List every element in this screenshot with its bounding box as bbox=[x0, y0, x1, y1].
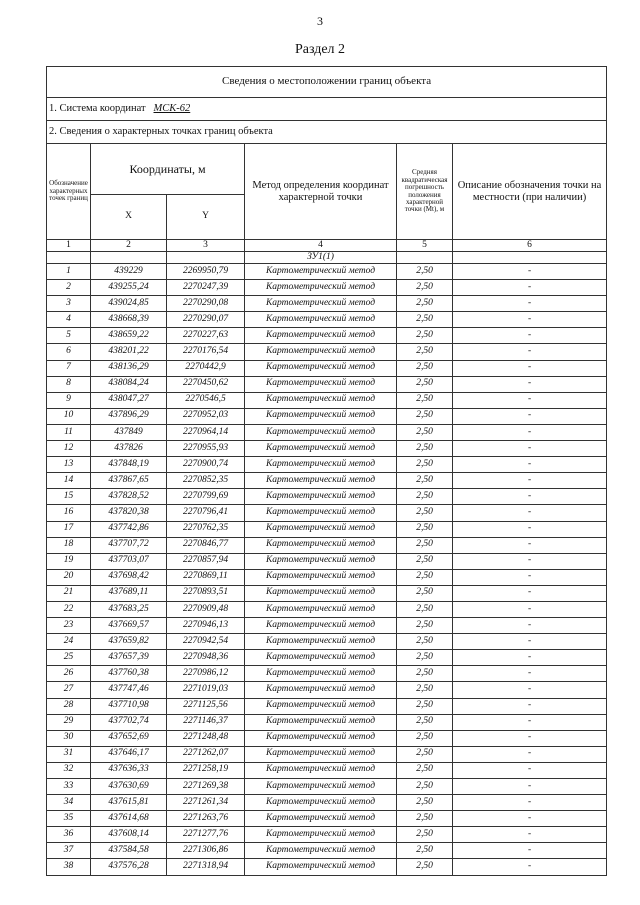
x-coordinate-cell: 437703,07 bbox=[91, 553, 167, 569]
description-cell: - bbox=[453, 634, 607, 650]
x-coordinate-cell: 437698,42 bbox=[91, 569, 167, 585]
accuracy-cell: 2,50 bbox=[397, 795, 453, 811]
description-cell: - bbox=[453, 457, 607, 473]
description-cell: - bbox=[453, 264, 607, 280]
table-row bbox=[47, 328, 607, 344]
point-number-cell: 5 bbox=[47, 328, 91, 344]
accuracy-cell: 2,50 bbox=[397, 328, 453, 344]
description-cell: - bbox=[453, 618, 607, 634]
description-cell: - bbox=[453, 505, 607, 521]
x-coordinate-cell: 437576,28 bbox=[91, 859, 167, 875]
table-row bbox=[47, 585, 607, 601]
table-title: Сведения о местоположении границ объекта bbox=[47, 67, 607, 98]
description-cell: - bbox=[453, 666, 607, 682]
y-coordinate-cell: 2270546,5 bbox=[167, 392, 245, 408]
point-number-cell: 10 bbox=[47, 408, 91, 424]
method-cell: Картометрический метод bbox=[245, 280, 397, 296]
x-coordinate-cell: 437689,11 bbox=[91, 585, 167, 601]
accuracy-cell: 2,50 bbox=[397, 360, 453, 376]
point-number-cell: 3 bbox=[47, 296, 91, 312]
boundary-points-table bbox=[46, 66, 607, 876]
method-cell: Картометрический метод bbox=[245, 457, 397, 473]
column-number-cell: 4 bbox=[245, 240, 397, 252]
accuracy-cell: 2,50 bbox=[397, 457, 453, 473]
point-number-cell: 27 bbox=[47, 682, 91, 698]
zone-empty-cell bbox=[91, 252, 167, 264]
x-coordinate-cell: 437652,69 bbox=[91, 730, 167, 746]
method-cell: Картометрический метод bbox=[245, 618, 397, 634]
accuracy-cell: 2,50 bbox=[397, 553, 453, 569]
table-row bbox=[47, 843, 607, 859]
x-coordinate-cell: 437615,81 bbox=[91, 795, 167, 811]
table-row bbox=[47, 762, 607, 778]
method-cell: Картометрический метод bbox=[245, 762, 397, 778]
method-cell: Картометрический метод bbox=[245, 424, 397, 440]
accuracy-cell: 2,50 bbox=[397, 618, 453, 634]
x-coordinate-cell: 437646,17 bbox=[91, 746, 167, 762]
y-coordinate-cell: 2270227,63 bbox=[167, 328, 245, 344]
header-y: Y bbox=[167, 195, 245, 240]
x-coordinate-cell: 438659,22 bbox=[91, 328, 167, 344]
method-cell: Картометрический метод bbox=[245, 312, 397, 328]
point-number-cell: 7 bbox=[47, 360, 91, 376]
table-row bbox=[47, 521, 607, 537]
point-number-cell: 2 bbox=[47, 280, 91, 296]
accuracy-cell: 2,50 bbox=[397, 585, 453, 601]
y-coordinate-cell: 2271277,76 bbox=[167, 827, 245, 843]
x-coordinate-cell: 437608,14 bbox=[91, 827, 167, 843]
y-coordinate-cell: 2270852,35 bbox=[167, 473, 245, 489]
y-coordinate-cell: 2271263,76 bbox=[167, 811, 245, 827]
point-number-cell: 4 bbox=[47, 312, 91, 328]
method-cell: Картометрический метод bbox=[245, 376, 397, 392]
y-coordinate-cell: 2270450,62 bbox=[167, 376, 245, 392]
accuracy-cell: 2,50 bbox=[397, 505, 453, 521]
accuracy-cell: 2,50 bbox=[397, 666, 453, 682]
method-cell: Картометрический метод bbox=[245, 264, 397, 280]
table-row bbox=[47, 811, 607, 827]
method-cell: Картометрический метод bbox=[245, 843, 397, 859]
description-cell: - bbox=[453, 859, 607, 875]
header-point-designation: Обозначение характерных точек границ bbox=[47, 144, 91, 240]
x-coordinate-cell: 437657,39 bbox=[91, 650, 167, 666]
method-cell: Картометрический метод bbox=[245, 811, 397, 827]
point-number-cell: 37 bbox=[47, 843, 91, 859]
table-row bbox=[47, 408, 607, 424]
y-coordinate-cell: 2270442,9 bbox=[167, 360, 245, 376]
y-coordinate-cell: 2270948,36 bbox=[167, 650, 245, 666]
point-number-cell: 18 bbox=[47, 537, 91, 553]
description-cell: - bbox=[453, 585, 607, 601]
accuracy-cell: 2,50 bbox=[397, 537, 453, 553]
description-cell: - bbox=[453, 714, 607, 730]
description-cell: - bbox=[453, 473, 607, 489]
description-cell: - bbox=[453, 827, 607, 843]
table-row bbox=[47, 553, 607, 569]
point-number-cell: 13 bbox=[47, 457, 91, 473]
y-coordinate-cell: 2270893,51 bbox=[167, 585, 245, 601]
point-number-cell: 21 bbox=[47, 585, 91, 601]
accuracy-cell: 2,50 bbox=[397, 698, 453, 714]
method-cell: Картометрический метод bbox=[245, 569, 397, 585]
table-row bbox=[47, 779, 607, 795]
coord-system-row bbox=[47, 98, 607, 121]
table-row bbox=[47, 424, 607, 440]
method-cell: Картометрический метод bbox=[245, 521, 397, 537]
y-coordinate-cell: 2270909,48 bbox=[167, 601, 245, 617]
x-coordinate-cell: 439024,85 bbox=[91, 296, 167, 312]
accuracy-cell: 2,50 bbox=[397, 473, 453, 489]
x-coordinate-cell: 439229 bbox=[91, 264, 167, 280]
table-row bbox=[47, 441, 607, 457]
description-cell: - bbox=[453, 601, 607, 617]
y-coordinate-cell: 2269950,79 bbox=[167, 264, 245, 280]
y-coordinate-cell: 2270176,54 bbox=[167, 344, 245, 360]
y-coordinate-cell: 2270986,12 bbox=[167, 666, 245, 682]
description-cell: - bbox=[453, 779, 607, 795]
point-number-cell: 14 bbox=[47, 473, 91, 489]
y-coordinate-cell: 2270955,93 bbox=[167, 441, 245, 457]
point-number-cell: 38 bbox=[47, 859, 91, 875]
header-coordinates: Координаты, м bbox=[91, 144, 245, 195]
accuracy-cell: 2,50 bbox=[397, 569, 453, 585]
column-number-cell: 3 bbox=[167, 240, 245, 252]
description-cell: - bbox=[453, 569, 607, 585]
table-row bbox=[47, 634, 607, 650]
method-cell: Картометрический метод bbox=[245, 601, 397, 617]
header-method: Метод определения координат характерной точки bbox=[245, 144, 397, 240]
description-cell: - bbox=[453, 730, 607, 746]
table-row bbox=[47, 489, 607, 505]
y-coordinate-cell: 2271269,38 bbox=[167, 779, 245, 795]
y-coordinate-cell: 2271318,94 bbox=[167, 859, 245, 875]
method-cell: Картометрический метод bbox=[245, 344, 397, 360]
point-number-cell: 19 bbox=[47, 553, 91, 569]
x-coordinate-cell: 437826 bbox=[91, 441, 167, 457]
method-cell: Картометрический метод bbox=[245, 714, 397, 730]
accuracy-cell: 2,50 bbox=[397, 424, 453, 440]
description-cell: - bbox=[453, 312, 607, 328]
x-coordinate-cell: 437848,19 bbox=[91, 457, 167, 473]
description-cell: - bbox=[453, 280, 607, 296]
method-cell: Картометрический метод bbox=[245, 408, 397, 424]
accuracy-cell: 2,50 bbox=[397, 714, 453, 730]
section-title: Раздел 2 bbox=[294, 42, 346, 57]
page-number: 3 bbox=[317, 14, 323, 28]
column-number-cell: 2 bbox=[91, 240, 167, 252]
description-cell: - bbox=[453, 441, 607, 457]
point-number-cell: 20 bbox=[47, 569, 91, 585]
accuracy-cell: 2,50 bbox=[397, 762, 453, 778]
table-row bbox=[47, 601, 607, 617]
table-row bbox=[47, 698, 607, 714]
point-number-cell: 25 bbox=[47, 650, 91, 666]
header-x: X bbox=[91, 195, 167, 240]
zone-empty-cell bbox=[167, 252, 245, 264]
description-cell: - bbox=[453, 424, 607, 440]
accuracy-cell: 2,50 bbox=[397, 843, 453, 859]
x-coordinate-cell: 437683,25 bbox=[91, 601, 167, 617]
method-cell: Картометрический метод bbox=[245, 746, 397, 762]
zone-empty-cell bbox=[397, 252, 453, 264]
coord-system-value: МСК-62 bbox=[153, 103, 191, 115]
table-row bbox=[47, 650, 607, 666]
point-number-cell: 29 bbox=[47, 714, 91, 730]
point-number-cell: 16 bbox=[47, 505, 91, 521]
table-row bbox=[47, 312, 607, 328]
y-coordinate-cell: 2271261,34 bbox=[167, 795, 245, 811]
description-cell: - bbox=[453, 537, 607, 553]
accuracy-cell: 2,50 bbox=[397, 811, 453, 827]
x-coordinate-cell: 438084,24 bbox=[91, 376, 167, 392]
y-coordinate-cell: 2270799,69 bbox=[167, 489, 245, 505]
x-coordinate-cell: 438201,22 bbox=[91, 344, 167, 360]
zone-label: ЗУ1(1) bbox=[245, 252, 397, 264]
description-cell: - bbox=[453, 682, 607, 698]
accuracy-cell: 2,50 bbox=[397, 601, 453, 617]
method-cell: Картометрический метод bbox=[245, 650, 397, 666]
x-coordinate-cell: 437659,82 bbox=[91, 634, 167, 650]
point-number-cell: 31 bbox=[47, 746, 91, 762]
table-row bbox=[47, 746, 607, 762]
table-row bbox=[47, 714, 607, 730]
accuracy-cell: 2,50 bbox=[397, 392, 453, 408]
accuracy-cell: 2,50 bbox=[397, 779, 453, 795]
description-cell: - bbox=[453, 296, 607, 312]
x-coordinate-cell: 438136,29 bbox=[91, 360, 167, 376]
point-number-cell: 9 bbox=[47, 392, 91, 408]
y-coordinate-cell: 2270952,03 bbox=[167, 408, 245, 424]
table-row bbox=[47, 360, 607, 376]
point-number-cell: 23 bbox=[47, 618, 91, 634]
accuracy-cell: 2,50 bbox=[397, 296, 453, 312]
table-row bbox=[47, 795, 607, 811]
table-row bbox=[47, 666, 607, 682]
accuracy-cell: 2,50 bbox=[397, 682, 453, 698]
coord-system-label: 1. Система координат bbox=[49, 103, 146, 115]
table-row bbox=[47, 344, 607, 360]
method-cell: Картометрический метод bbox=[245, 392, 397, 408]
point-number-cell: 15 bbox=[47, 489, 91, 505]
point-number-cell: 34 bbox=[47, 795, 91, 811]
description-cell: - bbox=[453, 344, 607, 360]
x-coordinate-cell: 437820,38 bbox=[91, 505, 167, 521]
y-coordinate-cell: 2271258,19 bbox=[167, 762, 245, 778]
x-coordinate-cell: 437669,57 bbox=[91, 618, 167, 634]
y-coordinate-cell: 2270290,07 bbox=[167, 312, 245, 328]
accuracy-cell: 2,50 bbox=[397, 264, 453, 280]
accuracy-cell: 2,50 bbox=[397, 859, 453, 875]
table-row bbox=[47, 457, 607, 473]
method-cell: Картометрический метод bbox=[245, 730, 397, 746]
table-row bbox=[47, 730, 607, 746]
y-coordinate-cell: 2270247,39 bbox=[167, 280, 245, 296]
point-number-cell: 30 bbox=[47, 730, 91, 746]
x-coordinate-cell: 437849 bbox=[91, 424, 167, 440]
description-cell: - bbox=[453, 360, 607, 376]
y-coordinate-cell: 2270762,35 bbox=[167, 521, 245, 537]
y-coordinate-cell: 2270846,77 bbox=[167, 537, 245, 553]
x-coordinate-cell: 437630,69 bbox=[91, 779, 167, 795]
x-coordinate-cell: 438047,27 bbox=[91, 392, 167, 408]
y-coordinate-cell: 2270290,08 bbox=[167, 296, 245, 312]
method-cell: Картометрический метод bbox=[245, 859, 397, 875]
table-row bbox=[47, 859, 607, 875]
accuracy-cell: 2,50 bbox=[397, 650, 453, 666]
accuracy-cell: 2,50 bbox=[397, 441, 453, 457]
description-cell: - bbox=[453, 489, 607, 505]
table-row bbox=[47, 376, 607, 392]
description-cell: - bbox=[453, 698, 607, 714]
method-cell: Картометрический метод bbox=[245, 441, 397, 457]
x-coordinate-cell: 437614,68 bbox=[91, 811, 167, 827]
y-coordinate-cell: 2270857,94 bbox=[167, 553, 245, 569]
zone-empty-cell bbox=[47, 252, 91, 264]
method-cell: Картометрический метод bbox=[245, 537, 397, 553]
table-row bbox=[47, 264, 607, 280]
y-coordinate-cell: 2271125,56 bbox=[167, 698, 245, 714]
method-cell: Картометрический метод bbox=[245, 634, 397, 650]
zone-empty-cell bbox=[453, 252, 607, 264]
table-row bbox=[47, 569, 607, 585]
accuracy-cell: 2,50 bbox=[397, 408, 453, 424]
point-number-cell: 36 bbox=[47, 827, 91, 843]
description-cell: - bbox=[453, 843, 607, 859]
point-number-cell: 1 bbox=[47, 264, 91, 280]
method-cell: Картометрический метод bbox=[245, 296, 397, 312]
accuracy-cell: 2,50 bbox=[397, 634, 453, 650]
y-coordinate-cell: 2270964,14 bbox=[167, 424, 245, 440]
x-coordinate-cell: 437760,38 bbox=[91, 666, 167, 682]
column-number-cell: 1 bbox=[47, 240, 91, 252]
method-cell: Картометрический метод bbox=[245, 473, 397, 489]
description-cell: - bbox=[453, 553, 607, 569]
method-cell: Картометрический метод bbox=[245, 795, 397, 811]
x-coordinate-cell: 437707,72 bbox=[91, 537, 167, 553]
x-coordinate-cell: 437828,52 bbox=[91, 489, 167, 505]
accuracy-cell: 2,50 bbox=[397, 521, 453, 537]
description-cell: - bbox=[453, 811, 607, 827]
accuracy-cell: 2,50 bbox=[397, 280, 453, 296]
x-coordinate-cell: 437742,86 bbox=[91, 521, 167, 537]
table-row bbox=[47, 473, 607, 489]
method-cell: Картометрический метод bbox=[245, 827, 397, 843]
method-cell: Картометрический метод bbox=[245, 360, 397, 376]
description-cell: - bbox=[453, 408, 607, 424]
table-row bbox=[47, 827, 607, 843]
method-cell: Картометрический метод bbox=[245, 585, 397, 601]
column-numbers-row bbox=[47, 240, 607, 252]
x-coordinate-cell: 437867,65 bbox=[91, 473, 167, 489]
y-coordinate-cell: 2270946,13 bbox=[167, 618, 245, 634]
x-coordinate-cell: 437636,33 bbox=[91, 762, 167, 778]
accuracy-cell: 2,50 bbox=[397, 730, 453, 746]
accuracy-cell: 2,50 bbox=[397, 376, 453, 392]
point-number-cell: 28 bbox=[47, 698, 91, 714]
description-cell: - bbox=[453, 795, 607, 811]
point-number-cell: 17 bbox=[47, 521, 91, 537]
y-coordinate-cell: 2271019,03 bbox=[167, 682, 245, 698]
y-coordinate-cell: 2270869,11 bbox=[167, 569, 245, 585]
x-coordinate-cell: 437584,58 bbox=[91, 843, 167, 859]
point-number-cell: 26 bbox=[47, 666, 91, 682]
x-coordinate-cell: 438668,39 bbox=[91, 312, 167, 328]
point-number-cell: 33 bbox=[47, 779, 91, 795]
points-section-label: 2. Сведения о характерных точках границ объекта bbox=[47, 121, 607, 144]
x-coordinate-cell: 437702,74 bbox=[91, 714, 167, 730]
boundary-table-container bbox=[46, 66, 606, 876]
description-cell: - bbox=[453, 392, 607, 408]
point-number-cell: 35 bbox=[47, 811, 91, 827]
point-number-cell: 12 bbox=[47, 441, 91, 457]
y-coordinate-cell: 2271306,86 bbox=[167, 843, 245, 859]
y-coordinate-cell: 2270900,74 bbox=[167, 457, 245, 473]
accuracy-cell: 2,50 bbox=[397, 312, 453, 328]
method-cell: Картометрический метод bbox=[245, 698, 397, 714]
table-row bbox=[47, 296, 607, 312]
accuracy-cell: 2,50 bbox=[397, 827, 453, 843]
description-cell: - bbox=[453, 650, 607, 666]
method-cell: Картометрический метод bbox=[245, 779, 397, 795]
method-cell: Картометрический метод bbox=[245, 553, 397, 569]
method-cell: Картометрический метод bbox=[245, 682, 397, 698]
x-coordinate-cell: 437710,98 bbox=[91, 698, 167, 714]
point-number-cell: 6 bbox=[47, 344, 91, 360]
description-cell: - bbox=[453, 521, 607, 537]
y-coordinate-cell: 2271146,37 bbox=[167, 714, 245, 730]
x-coordinate-cell: 439255,24 bbox=[91, 280, 167, 296]
point-number-cell: 8 bbox=[47, 376, 91, 392]
table-row bbox=[47, 537, 607, 553]
method-cell: Картометрический метод bbox=[245, 489, 397, 505]
table-row bbox=[47, 505, 607, 521]
x-coordinate-cell: 437896,29 bbox=[91, 408, 167, 424]
table-row bbox=[47, 392, 607, 408]
table-body bbox=[47, 264, 607, 876]
y-coordinate-cell: 2271262,07 bbox=[167, 746, 245, 762]
accuracy-cell: 2,50 bbox=[397, 489, 453, 505]
column-number-cell: 5 bbox=[397, 240, 453, 252]
table-row bbox=[47, 280, 607, 296]
accuracy-cell: 2,50 bbox=[397, 344, 453, 360]
point-number-cell: 22 bbox=[47, 601, 91, 617]
method-cell: Картометрический метод bbox=[245, 505, 397, 521]
header-accuracy: Средняя квадратическая погрешность положения характерной точки (Mt), м bbox=[397, 144, 453, 240]
table-row bbox=[47, 618, 607, 634]
point-number-cell: 24 bbox=[47, 634, 91, 650]
y-coordinate-cell: 2270942,54 bbox=[167, 634, 245, 650]
y-coordinate-cell: 2271248,48 bbox=[167, 730, 245, 746]
table-row bbox=[47, 682, 607, 698]
method-cell: Картометрический метод bbox=[245, 666, 397, 682]
method-cell: Картометрический метод bbox=[245, 328, 397, 344]
x-coordinate-cell: 437747,46 bbox=[91, 682, 167, 698]
point-number-cell: 32 bbox=[47, 762, 91, 778]
y-coordinate-cell: 2270796,41 bbox=[167, 505, 245, 521]
description-cell: - bbox=[453, 376, 607, 392]
description-cell: - bbox=[453, 762, 607, 778]
point-number-cell: 11 bbox=[47, 424, 91, 440]
header-description: Описание обозначения точки на местности (при наличии) bbox=[453, 144, 607, 240]
description-cell: - bbox=[453, 328, 607, 344]
accuracy-cell: 2,50 bbox=[397, 746, 453, 762]
description-cell: - bbox=[453, 746, 607, 762]
column-number-cell: 6 bbox=[453, 240, 607, 252]
